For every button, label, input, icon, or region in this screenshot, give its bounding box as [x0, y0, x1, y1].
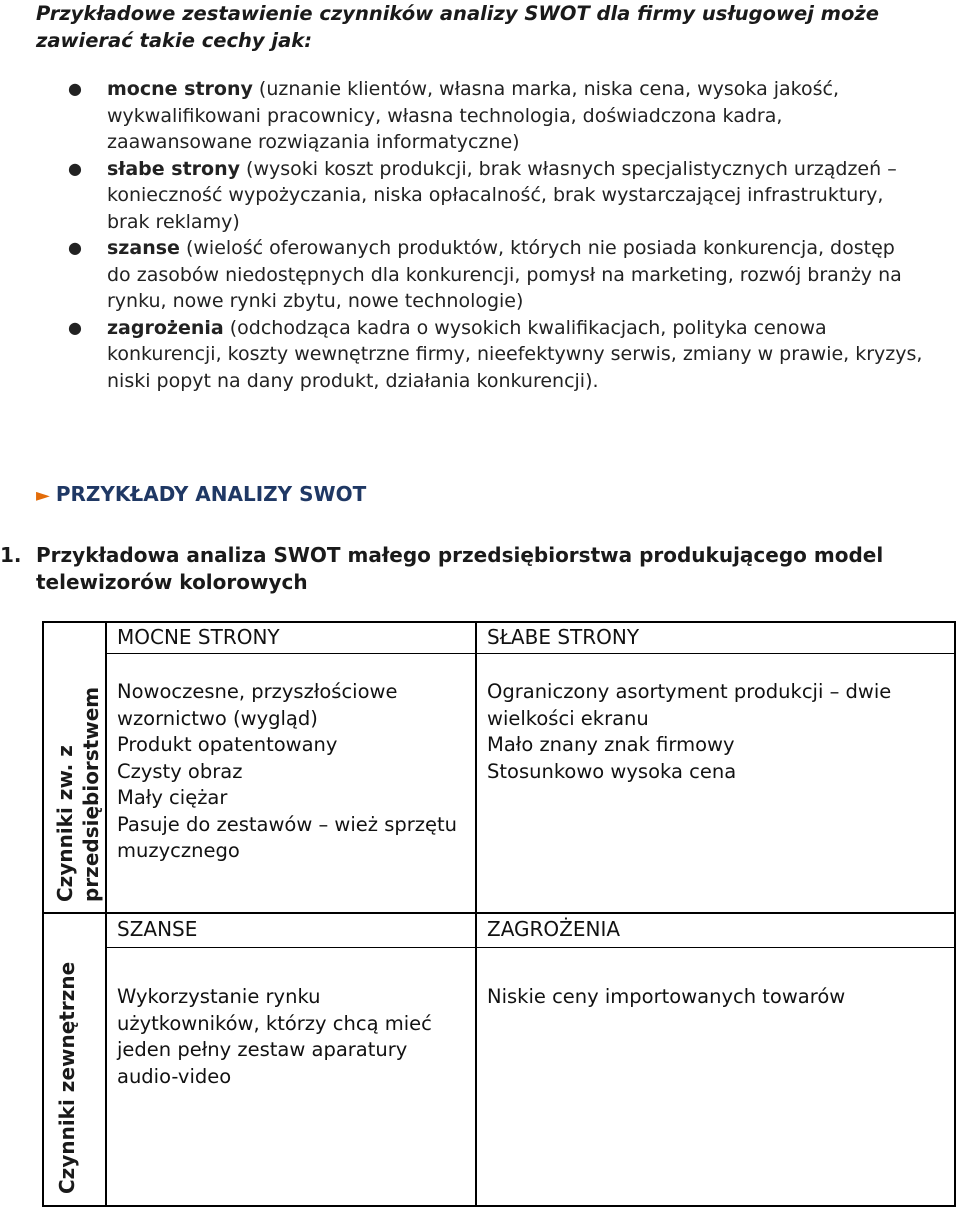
cell-line: audio-video — [117, 1064, 232, 1088]
row-label-internal-line-2: przedsiębiorstwem — [79, 686, 103, 902]
opportunities-cell — [117, 984, 432, 1090]
table-divider-head-1 — [105, 653, 956, 654]
factor-term: szanse — [107, 237, 180, 259]
cell-line: Produkt opatentowany — [117, 733, 338, 756]
factor-text: do zasobów niedostępnych dla konkurencji, pomysł na marketing, rozwój branży na — [107, 263, 902, 286]
cell-line: użytkowników, którzy chcą mieć — [117, 1011, 432, 1035]
strengths-header: MOCNE STRONY — [117, 625, 280, 649]
factor-text: (odchodząca kadra o wysokich kwalifikacjach, polityka cenowa — [223, 316, 827, 339]
cell-line: Mało znany znak firmowy — [487, 733, 735, 756]
factor-text: zaawansowane rozwiązania informatyczne) — [107, 131, 520, 153]
factor-text: wykwalifikowani pracownicy, własna technologia, doświadczona kadra, — [107, 104, 783, 127]
swot-table — [42, 621, 956, 1207]
cell-line: Niskie ceny importowanych towarów — [487, 985, 846, 1008]
strengths-cell — [117, 679, 457, 865]
section-heading — [36, 482, 366, 506]
list-item-opportunities — [0, 235, 960, 315]
factor-text: (uznanie klientów, własna marka, niska cena, wysoka jakość, — [252, 78, 840, 100]
row-label-external — [54, 962, 80, 1194]
factor-text: brak reklamy) — [107, 210, 240, 233]
section-title: PRZYKŁADY ANALIZY SWOT — [55, 482, 367, 506]
row-label-internal — [52, 687, 104, 902]
list-item-weaknesses — [0, 156, 960, 236]
table-divider-middle — [475, 621, 477, 1207]
cell-line: jeden pełny zestaw aparatury — [117, 1038, 408, 1061]
factor-text: konieczność wypożyczania, niska opłacalność, brak wystarczającej infrastruktury, — [107, 184, 884, 206]
table-divider-label-col — [105, 621, 107, 1207]
cell-line: Czysty obraz — [117, 759, 243, 783]
intro-heading — [36, 0, 936, 54]
factor-text: konkurencji, koszty wewnętrzne firmy, nieefektywny serwis, zmiany w prawie, kryzys, — [107, 343, 923, 365]
cell-line: wzornictwo (wygląd) — [117, 706, 318, 730]
factor-text: (wysoki koszt produkcji, brak własnych specjalistycznych urządzeń – — [240, 157, 897, 180]
table-border-top — [42, 621, 956, 623]
weaknesses-cell — [487, 679, 891, 785]
table-divider-row — [42, 912, 956, 914]
swot-factors-list — [0, 76, 960, 394]
example-number: 1. — [0, 543, 22, 567]
row-label-internal-line-1: Czynniki zw. z — [53, 745, 77, 902]
table-divider-head-2 — [105, 947, 956, 948]
table-border-bottom — [42, 1205, 956, 1207]
factor-term: zagrożenia — [107, 316, 224, 339]
factor-text: rynku, nowe rynki zbytu, nowe technologie) — [107, 290, 524, 312]
intro-line-2: zawierać takie cechy jak: — [36, 29, 313, 52]
bullet-icon: ● — [68, 238, 82, 257]
cell-line: Stosunkowo wysoka cena — [487, 759, 737, 783]
factor-term: mocne strony — [107, 78, 253, 100]
table-border-left — [42, 621, 44, 1207]
threats-cell — [487, 984, 845, 1011]
cell-line: Pasuje do zestawów – wież sprzętu — [117, 812, 458, 836]
bullet-icon: ● — [68, 79, 82, 98]
example-title-line-2: telewizorów kolorowych — [36, 570, 308, 594]
row-label-external-text: Czynniki zewnętrzne — [55, 961, 79, 1194]
cell-line: wielkości ekranu — [487, 706, 649, 730]
intro-line-1: Przykładowe zestawienie czynników analizy SWOT dla firmy usługowej może — [36, 2, 879, 25]
bullet-icon: ● — [68, 317, 82, 337]
bullet-icon: ● — [68, 158, 82, 178]
factor-text: (wielość oferowanych produktów, których nie posiada konkurencja, dostęp — [179, 237, 895, 259]
threats-header: ZAGROŻENIA — [487, 917, 621, 941]
cell-line: Wykorzystanie rynku — [117, 985, 321, 1008]
table-border-right — [954, 621, 956, 1207]
weaknesses-header: SŁABE STRONY — [487, 625, 640, 649]
list-item-threats — [0, 315, 960, 395]
cell-line: Mały ciężar — [117, 786, 228, 809]
cell-line: muzycznego — [117, 839, 240, 862]
list-item-strengths — [0, 76, 960, 156]
factor-text: niski popyt na dany produkt, działania konkurencji). — [107, 369, 599, 392]
cell-line: Nowoczesne, przyszłościowe — [117, 680, 398, 703]
example-title-line-1: Przykładowa analiza SWOT małego przedsiębiorstwa produkującego model — [36, 543, 884, 567]
opportunities-header: SZANSE — [117, 917, 198, 941]
arrow-right-icon: ► — [36, 485, 50, 506]
example-title — [0, 542, 930, 596]
cell-line: Ograniczony asortyment produkcji – dwie — [487, 680, 892, 703]
factor-term: słabe strony — [107, 157, 241, 180]
